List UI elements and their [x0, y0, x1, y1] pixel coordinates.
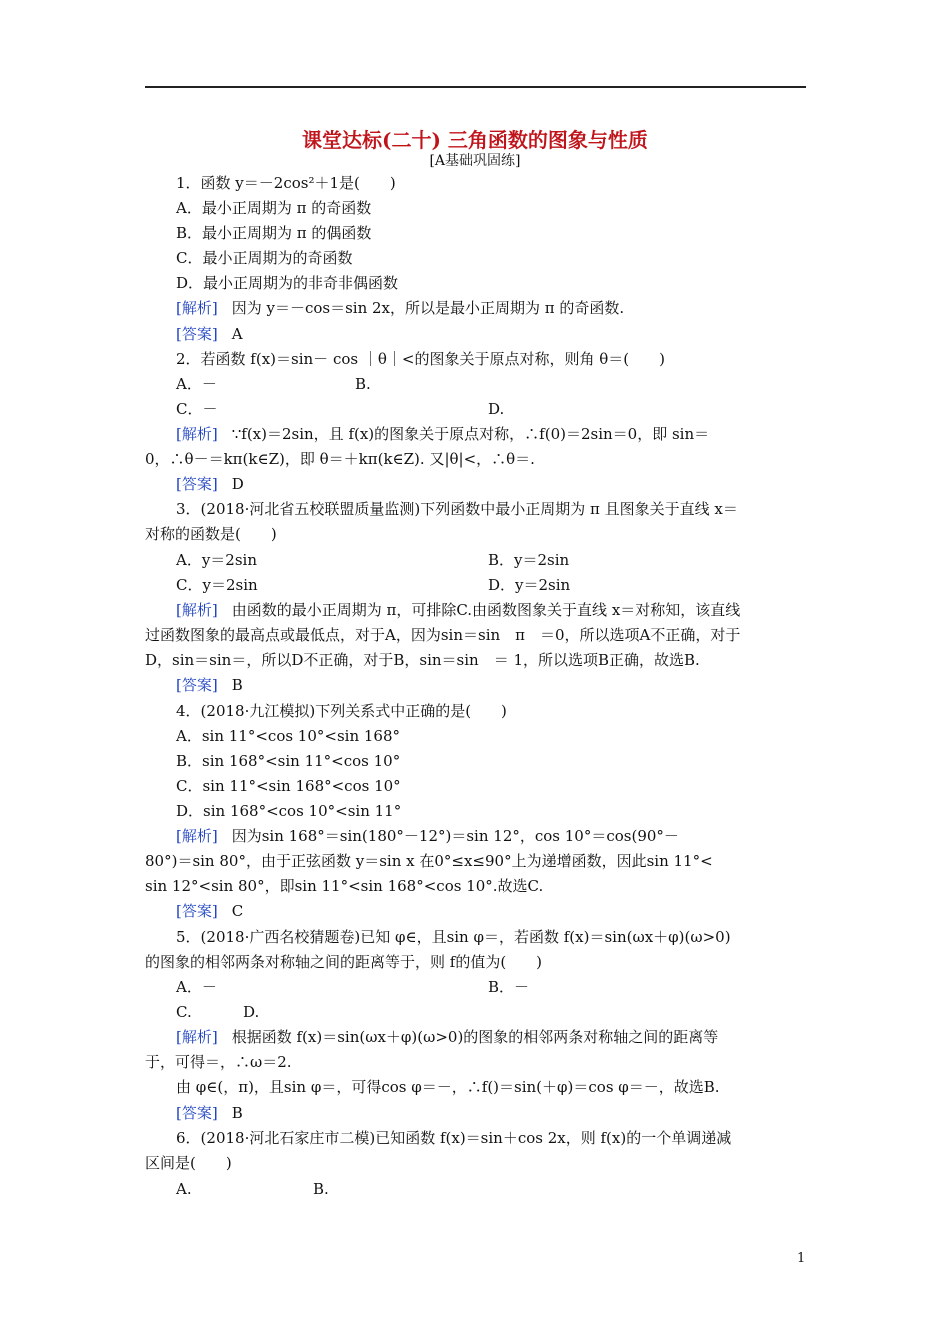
answer-tag: [答案]	[176, 1104, 218, 1122]
q5-analysis-cont2: 由 φ∈(，π)，且sin φ＝，可得cos φ＝－，∴f()＝sin(＋φ)＝cos φ＝－，故选B.	[176, 1078, 720, 1096]
q4-analysis	[176, 826, 679, 846]
q5-stem: 5．(2018·广西名校猜题卷)已知 φ∈，且sin φ＝，若函数 f(x)＝sin(ωx＋φ)(ω>0)	[176, 928, 731, 946]
q3-stem-cont: 对称的函数是( )	[145, 525, 277, 543]
q5-stem-cont: 的图象的相邻两条对称轴之间的距离等于，则 f的值为( )	[145, 953, 543, 971]
q6-stem-cont: 区间是( )	[145, 1154, 232, 1172]
q5-option-a: A．－	[176, 978, 217, 996]
q1-stem: 1．函数 y＝－2cos²＋1是( )	[176, 174, 396, 192]
q2-analysis-cont: 0，∴θ－＝kπ(k∈Z)，即 θ＝＋kπ(k∈Z). 又|θ|<，∴θ＝.	[145, 450, 535, 468]
q2-answer	[176, 474, 244, 494]
q3-option-d: D．y＝2sin	[488, 576, 571, 594]
q5-analysis	[176, 1027, 718, 1047]
q3-analysis-text: 由函数的最小正周期为 π，可排除C.由函数图象关于直线 x＝对称知，该直线	[231, 601, 741, 619]
q4-stem: 4．(2018·九江模拟)下列关系式中正确的是( )	[176, 702, 507, 720]
page-title: 课堂达标(二十) 三角函数的图象与性质	[302, 128, 648, 152]
answer-tag: [答案]	[176, 475, 218, 493]
analysis-tag: [解析]	[176, 425, 218, 443]
q2-answer-text: D	[231, 475, 244, 493]
q3-analysis	[176, 600, 740, 620]
q3-option-b: B．y＝2sin	[488, 551, 570, 569]
q4-analysis-text: 因为sin 168°＝sin(180°－12°)＝sin 12°，cos 10°＝cos(90°－	[231, 827, 679, 845]
analysis-tag: [解析]	[176, 827, 218, 845]
header-rule	[145, 86, 806, 88]
q2-stem: 2．若函数 f(x)＝sin－ cos ｜θ｜<的图象关于原点对称，则角 θ＝( )	[176, 350, 665, 368]
q1-analysis	[176, 298, 624, 318]
q4-option-d: D．sin 168°<cos 10°<sin 11°	[176, 802, 402, 820]
q2-option-b: B.	[355, 375, 371, 393]
q3-option-a: A．y＝2sin	[176, 551, 258, 569]
q5-answer	[176, 1103, 243, 1123]
q5-analysis-cont: 于，可得＝，∴ω＝2.	[145, 1053, 292, 1071]
page-number: 1	[797, 1251, 806, 1266]
q3-stem: 3．(2018·河北省五校联盟质量监测)下列函数中最小正周期为 π 且图象关于直线 x＝	[176, 500, 738, 518]
q4-option-a: A．sin 11°<cos 10°<sin 168°	[176, 727, 401, 745]
q1-option-d: D．最小正周期为的非奇非偶函数	[176, 274, 399, 292]
analysis-tag: [解析]	[176, 601, 218, 619]
q3-answer	[176, 675, 243, 695]
q4-analysis-cont2: sin 12°<sin 80°，即sin 11°<sin 168°<cos 10°.故选C.	[145, 877, 544, 895]
q4-analysis-cont: 80°)＝sin 80°，由于正弦函数 y＝sin x 在0°≤x≤90°上为递增函数，因此sin 11°<	[145, 852, 713, 870]
q4-option-b: B．sin 168°<sin 11°<cos 10°	[176, 752, 401, 770]
q5-option-c: C.	[176, 1003, 192, 1021]
q1-answer-text: A	[231, 325, 243, 343]
q1-answer	[176, 324, 243, 344]
q5-option-b: B．－	[488, 978, 530, 996]
q3-analysis-cont2: D，sin＝sin＝，所以D不正确，对于B，sin＝sin ＝ 1，所以选项B正确，故选B.	[145, 651, 700, 669]
q5-analysis-text: 根据函数 f(x)＝sin(ωx＋φ)(ω>0)的图象的相邻两条对称轴之间的距离等	[231, 1028, 719, 1046]
analysis-tag: [解析]	[176, 1028, 218, 1046]
q2-option-a: A．－	[176, 375, 217, 393]
q6-stem: 6．(2018·河北石家庄市二模)已知函数 f(x)＝sin＋cos 2x，则 f(x)的一个单调递减	[176, 1129, 732, 1147]
analysis-tag: [解析]	[176, 299, 218, 317]
q5-option-d: D.	[243, 1003, 260, 1021]
q4-option-c: C．sin 11°<sin 168°<cos 10°	[176, 777, 401, 795]
q1-option-b: B．最小正周期为 π 的偶函数	[176, 224, 372, 242]
q3-option-c: C．y＝2sin	[176, 576, 258, 594]
q6-option-a: A.	[176, 1180, 192, 1198]
q6-option-b: B.	[313, 1180, 329, 1198]
q1-option-a: A．最小正周期为 π 的奇函数	[176, 199, 372, 217]
answer-tag: [答案]	[176, 902, 218, 920]
q3-answer-text: B	[231, 676, 243, 694]
q4-answer-text: C	[231, 902, 244, 920]
q2-option-d: D.	[488, 400, 505, 418]
q1-option-c: C．最小正周期为的奇函数	[176, 249, 353, 267]
answer-tag: [答案]	[176, 325, 218, 343]
section-subtitle: [A基础巩固练]	[429, 153, 521, 169]
q4-answer	[176, 901, 243, 921]
answer-tag: [答案]	[176, 676, 218, 694]
q2-analysis-text: ∵f(x)＝2sin，且 f(x)的图象关于原点对称，∴f(0)＝2sin＝0，即 sin＝	[231, 425, 710, 443]
q5-answer-text: B	[231, 1104, 243, 1122]
q1-analysis-text: 因为 y＝－cos＝sin 2x，所以是最小正周期为 π 的奇函数.	[231, 299, 625, 317]
q2-option-c: C．－	[176, 400, 218, 418]
q2-analysis	[176, 424, 709, 444]
q3-analysis-cont: 过函数图象的最高点或最低点，对于A，因为sin＝sin π ＝0，所以选项A不正确，对于	[145, 626, 741, 644]
